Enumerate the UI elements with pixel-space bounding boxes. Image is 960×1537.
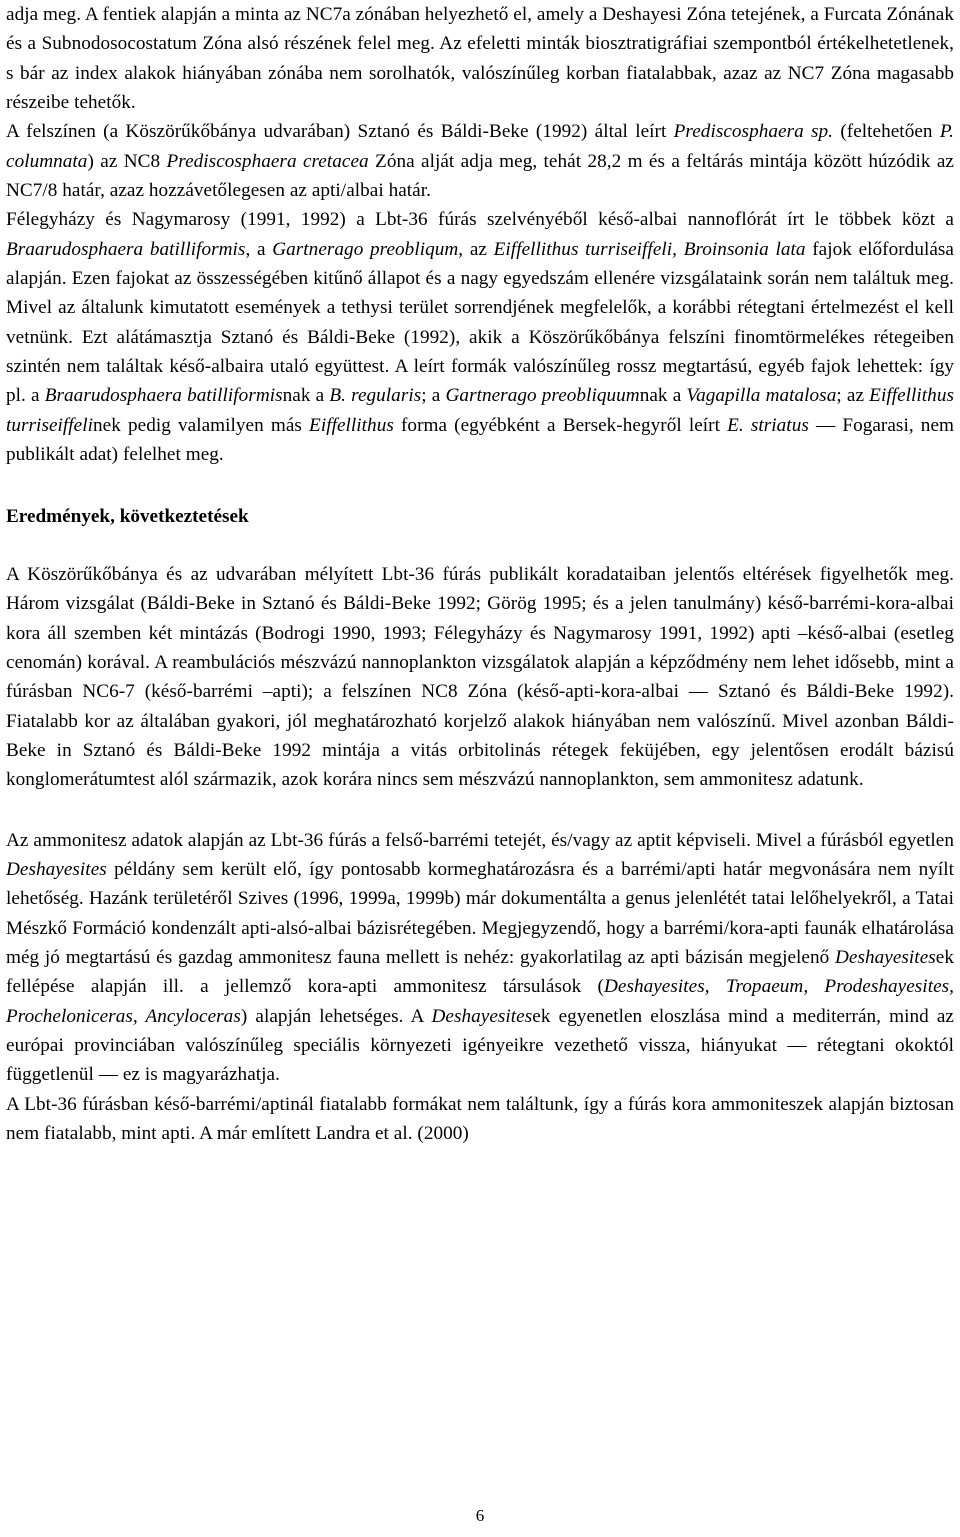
page-number: 6 bbox=[475, 1506, 485, 1525]
document-page bbox=[6, 0, 954, 1537]
paragraph-3: Félegyházy és Nagymarosy (1991, 1992) a Lbt-36 fúrás szelvényéből késő-albai nannoflórát írt le többek közt a Braarudosphaera batilliformis, a Gartnerago preobliqum, az Eiffellithus turriseiffeli, Broinsonia lata fajok előfordulása alapján. Ezen fajokat az összességében kitűnő állapot és a nagy egyedszám ellenére vizsgálataink során nem találtuk meg. Mivel az általunk kimutatott események a tethysi terület sorrendjének megfelelők, a korábbi rétegtani értelmezést el kell vetnünk. Ezt alátámasztja Sztanó és Báldi-Beke (1992), akik a Köszörűkőbánya felszíni finomtörmelékes rétegeiben szintén nem találtak késő-albaira utaló együttest. A leírt formák valószínűleg rossz megtartású, egyéb fajok lehettek: így pl. a Braarudosphaera batilliformisnak a B. regularis; a Gartnerago preobliquumnak a Vagapilla matalosa; az Eiffellithus turriseiffelinek pedig valamilyen más Eiffellithus forma (egyébként a Bersek-hegyről leírt E. striatus — Fogarasi, nem publikált adat) felelhet meg. bbox=[6, 209, 954, 466]
paragraph-4: A Köszörűkőbánya és az udvarában mélyített Lbt-36 fúrás publikált koradataiban jelentős eltérések figyelhetők meg. Három vizsgálat (Báldi-Beke in Sztanó és Báldi-Beke 1992; Görög 1995; és a jelen tanulmány) késő-barrémi-kora-albai kora áll szemben két mintázás (Bodrogi 1990, 1993; Félegyházy és Nagymarosy 1991, 1992) apti –késő-albai (esetleg cenomán) korával. A reambulációs mészvázú nannoplankton vizsgálatok alapján a képződmény nem lehet idősebb, mint a fúrásban NC6-7 (késő-barrémi –apti); a felszínen NC8 Zóna (késő-apti-kora-albai — Sztanó és Báldi-Beke 1992). Fiatalabb kor az általában gyakori, jól meghatározható korjelző alakok hiányában nem valószínű. Mivel azonban Báldi-Beke in Sztanó és Báldi-Beke 1992 mintája a vitás orbitolinás rétegek feküjében, egy jelentősen erodált bázisú konglomerátumtest alól származik, azok korára nincs sem mészvázú nannoplankton, sem ammonitesz adatunk. bbox=[6, 563, 954, 791]
paragraph-2: A felszínen (a Köszörűkőbánya udvarában) Sztanó és Báldi-Beke (1992) által leírt Prediscosphaera sp. (feltehetően P. columnata) az NC8 Prediscosphaera cretacea Zóna alját adja meg, tehát 28,2 m és a feltárás mintája között húzódik az NC7/8 határ, azaz hozzávetőlegesen az apti/albai határ. bbox=[6, 121, 955, 202]
paragraph-6: A Lbt-36 fúrásban késő-barrémi/aptinál fiatalabb formákat nem találtunk, így a fúrás kora ammoniteszek alapján biztosan nem fiatalabb, mint apti. A már említett Landra et al. (2000) bbox=[6, 1093, 954, 1145]
paragraph-5: Az ammonitesz adatok alapján az Lbt-36 fúrás a felső-barrémi tetejét, és/vagy az aptit képviseli. Mivel a fúrásból egyetlen Deshayesites példány sem került elő, így pontosabb kormeghatározásra és a barrémi/apti határ megvonására nem nyílt lehetőség. Hazánk területéről Szives (1996, 1999a, 1999b) már dokumentálta a genus jelenlétét tatai lelőhelyekről, a Tatai Mészkő Formáció kondenzált apti-alsó-albai bázisrétegében. Megjegyzendő, hogy a barrémi/kora-apti faunák elhatárolása még jó megtartású és gazdag ammonitesz fauna mellett is nehéz: gyakorlatilag az apti bázisán megjelenő Deshayesitesek fellépése alapján ill. a jellemző kora-apti ammonitesz társulások (Deshayesites, Tropaeum, Prodeshayesites, Procheloniceras, Ancyloceras) alapján lehetséges. A Deshayesitesek egyenetlen eloszlása mind a mediterrán, mind az európai provinciában valószínűleg speciális környezeti igényeikre vezethető vissza, hiányukat — rétegtani okoktól függetlenül — ez is magyarázhatja. bbox=[6, 829, 955, 1086]
paragraph-1: adja meg. A fentiek alapján a minta az NC7a zónában helyezhető el, amely a Deshayesi Zóna tetejének, a Furcata Zónának és a Subnodosocostatum Zóna alsó részének felel meg. Az efeletti minták biosztratigráfiai szempontból értékelhetetlenek, s bár az index alakok hiányában zónába nem sorolhatók, valószínűleg korban fiatalabbak, azaz az NC7 Zóna magasabb részeibe tehetők. bbox=[6, 4, 954, 114]
section-heading: Eredmények, következtetések bbox=[6, 505, 249, 527]
